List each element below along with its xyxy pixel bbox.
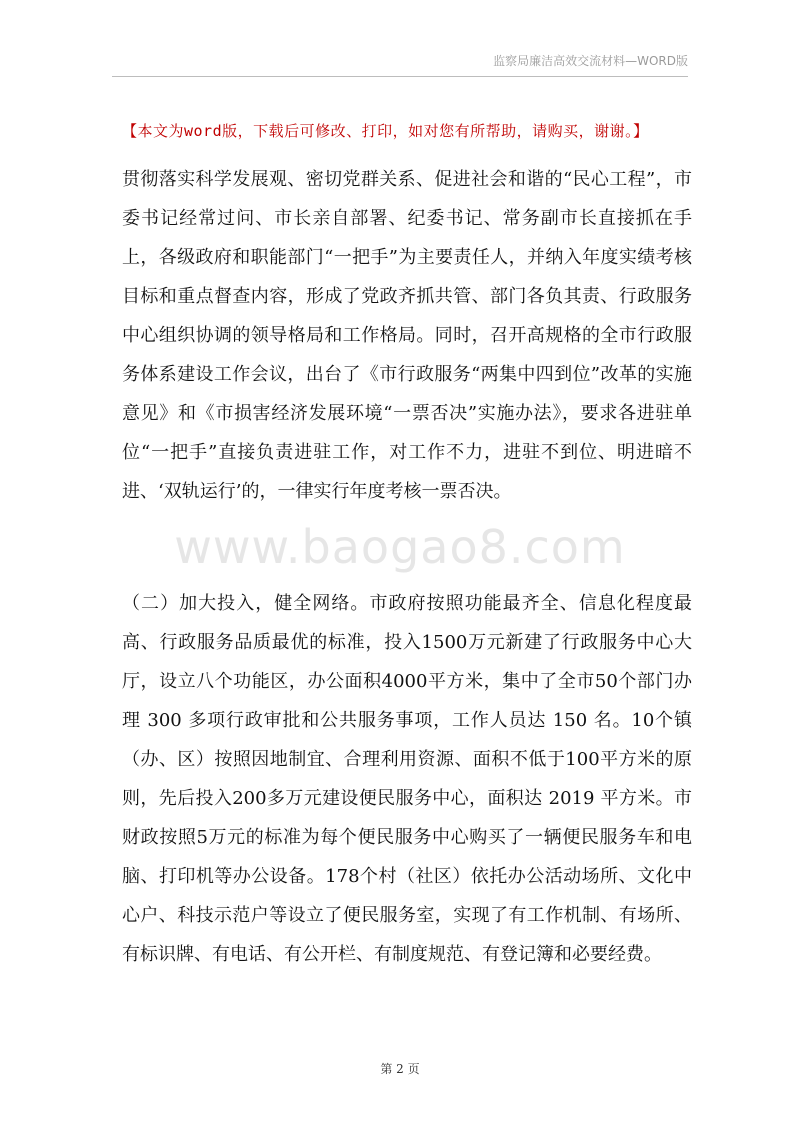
header-divider <box>112 76 688 77</box>
document-header: 监察局廉洁高效交流材料—WORD版 <box>493 54 688 68</box>
page-number: 第 2 页 <box>380 1062 420 1076</box>
paragraph-1: 贯彻落实科学发展观、密切党群关系、促进社会和谐的“民心工程”，市委书记经常过问、市长亲自部署、纪委书记、常务副市长直接抓在手上，各级政府和职能部门“一把手”为主要责任人，并纳入年度实绩考核目标和重点督查内容，形成了党政齐抓共管、部门各负其责、行政服务中心组织协调的领导格局和工作格局。同时，召开高规格的全市行政服务体系建设工作会议，出台了《市行政服务“两集中四到位”改革的实施意见》和《市损害经济发展环境“一票否决”实施办法》，要求各进驻单位“一把手”直接负责进驻工作，对工作不力，进驻不到位、明进暗不进、‘双轨运行’的，一律实行年度考核一票否决。 <box>122 169 692 502</box>
download-notice: 【本文为word版，下载后可修改、打印，如对您有所帮助，请购买，谢谢。】 <box>122 122 649 140</box>
watermark: www.baogao8.com <box>174 520 626 574</box>
paragraph-2: （二）加大投入，健全网络。市政府按照功能最齐全、信息化程度最高、行政服务品质最优的标准，投入1500万元新建了行政服务中心大厅，设立八个功能区，办公面积4000平方米，集中了全市50个部门办理 300 多项行政审批和公共服务事项，工作人员达 150 名。10个镇（办、区）按照因地制宜、合理利用资源、面积不低于100平方米的原则，先后投入200多万元建设便民服务中心，面积达 2019 平方米。市财政按照5万元的标准为每个便民服务中心购买了一辆便民服务车和电脑、打印机等办公设备。178个村（社区）依托办公活动场所、文化中心户、科技示范户等设立了便民服务室，实现了有工作机制、有场所、有标识牌、有电话、有公开栏、有制度规范、有登记簿和必要经费。 <box>122 593 692 965</box>
